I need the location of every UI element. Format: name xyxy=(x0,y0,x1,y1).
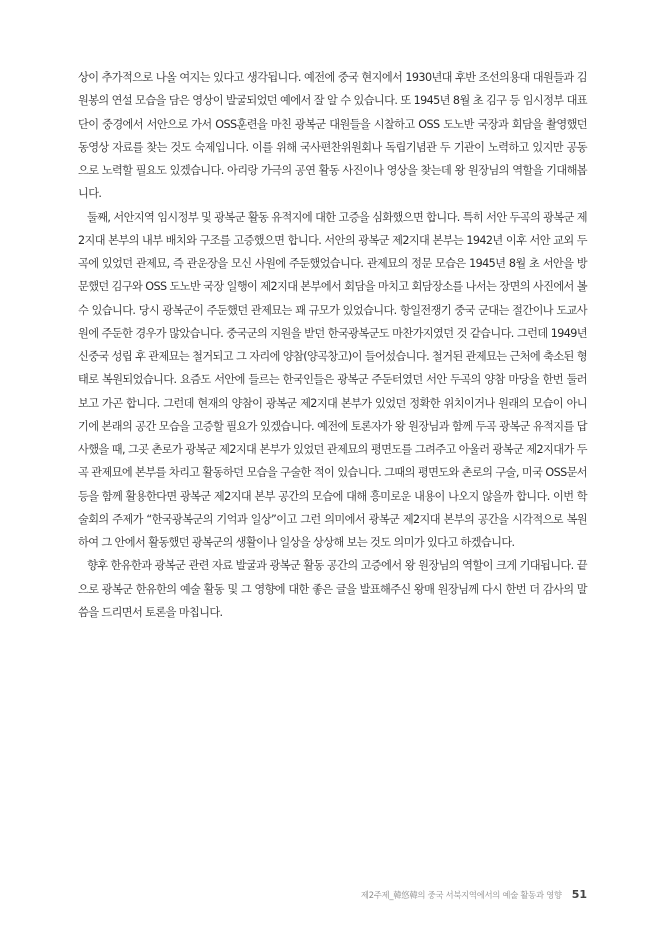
page-footer xyxy=(361,888,587,901)
page-number: 51 xyxy=(571,888,587,901)
paragraph-1: 상이 추가적으로 나올 여지는 있다고 생각됩니다. 예전에 중국 현지에서 1930년대 후반 조선의용대 대원들과 김원봉의 연설 모습을 담은 영상이 발굴되었던 예에서 잘 알 수 있습니다. 또 1945년 8월 초 김구 등 임시정부 대표단이 중경에서 서안으로 가서 OSS훈련을 마친 광복군 대원들을 시찰하고 OSS 도노반 국장과 회담을 촬영했던 동영상 자료를 찾는 것도 숙제입니다. 이를 위해 국사편찬위원회나 독립기념관 두 기관이 노력하고 있지만 공동으로 노력할 필요도 있겠습니다. 아리랑 가극의 공연 활동 사진이나 영상을 찾는데 왕 원장님의 역할을 기대해봅니다. xyxy=(78,71,587,201)
body-text xyxy=(78,66,587,624)
paragraph-3: 향후 한유한과 광복군 관련 자료 발굴과 광복군 활동 공간의 고증에서 왕 원장님의 역할이 크게 기대됩니다. 끝으로 광복군 한유한의 예술 활동 및 그 영향에 대한 좋은 글을 발표해주신 왕매 원장님께 다시 한번 더 감사의 말씀을 드리면서 토론을 마칩니다. xyxy=(78,559,587,619)
paragraph-2: 둘째, 서안지역 임시정부 및 광복군 활동 유적지에 대한 고증을 심화했으면 합니다. 특히 서안 두곡의 광복군 제2지대 본부의 내부 배치와 구조를 고증했으면 합니다. 서안의 광복군 제2지대 본부는 1942년 이후 서안 교외 두곡에 있었던 관제묘, 즉 관운장을 모신 사원에 주둔했었습니다. 관제묘의 정문 모습은 1945년 8월 초 서안을 방문했던 김구와 OSS 도노반 국장 일행이 제2지대 본부에서 회담을 마치고 회담장소를 나서는 장면의 사진에서 볼 수 있습니다. 당시 광복군이 주둔했던 관제묘는 꽤 규모가 있었습니다. 항일전쟁기 중국 군대는 절간이나 도교사원에 주둔한 경우가 많았습니다. 중국군의 지원을 받던 한국광복군도 마찬가지였던 것 같습니다. 그런데 1949년 신중국 성립 후 관제묘는 철거되고 그 자리에 양참(양곡창고)이 들어섰습니다. 철거된 관제묘는 근처에 축소된 형태로 복원되었습니다. 요즘도 서안에 들르는 한국인들은 광복군 주둔터였던 서안 두곡의 양참 마당을 한번 둘러보고 가곤 합니다. 그런데 현재의 양참이 광복군 제2지대 본부가 있었던 정확한 위치이거나 원래의 모습이 아니기에 본래의 공간 모습을 고증할 필요가 있겠습니다. 예전에 토론자가 왕 원장님과 함께 두곡 광복군 유적지를 답사했을 때, 그곳 촌로가 광복군 제2지대 본부가 있었던 관제묘의 평면도를 그려주고 아울러 광복군 제2지대가 두곡 관제묘에 본부를 차리고 활동하던 모습을 구술한 적이 있습니다. 그때의 평면도와 촌로의 구술, 미국 OSS문서 등을 함께 활용한다면 광복군 제2지대 본부 공간의 모습에 대해 흥미로운 내용이 나오지 않을까 합니다. 이번 학술회의 주제가 “한국광복군의 기억과 일상”이고 그런 의미에서 광복군 제2지대 본부의 공간을 시각적으로 복원하여 그 안에서 활동했던 광복군의 생활이나 일상을 상상해 보는 것도 의미가 있다고 하겠습니다. xyxy=(78,210,587,549)
running-footer-title: 제2주제_韓悠韓의 중국 서북지역에서의 예술 활동과 영향 xyxy=(360,890,562,900)
